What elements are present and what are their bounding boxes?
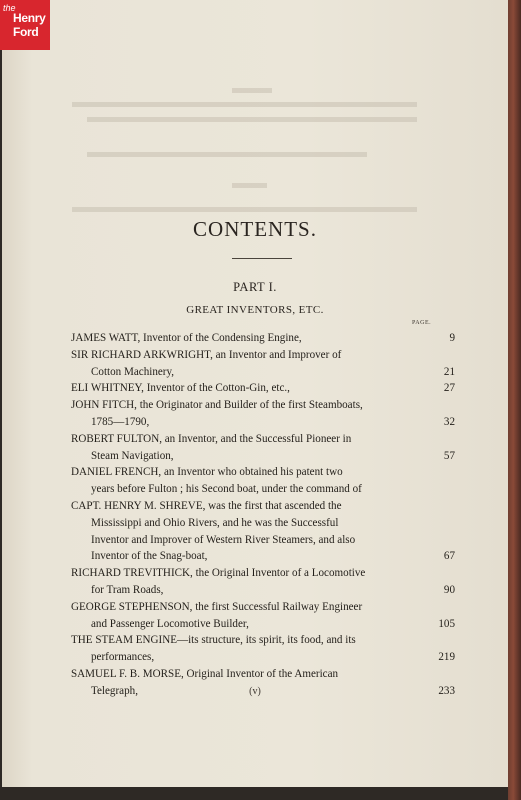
entry-heading-line: DANIEL FRENCH, an Inventor who obtained his patent two	[71, 466, 343, 479]
entry-page-number: 9	[449, 332, 455, 344]
contents-entry	[71, 380, 455, 397]
entry-continuation-line: Steam Navigation,	[91, 449, 174, 462]
page-number-footer: (v)	[249, 686, 261, 697]
entry-heading-line: ROBERT FULTON, an Inventor, and the Successful Pioneer in	[71, 432, 352, 445]
entry-heading-line: SIR RICHARD ARKWRIGHT, an Inventor and Improver of	[71, 348, 342, 361]
entry-heading-line: ELI WHITNEY, Inventor of the Cotton-Gin, etc.,	[71, 382, 290, 395]
contents-entry	[71, 565, 455, 599]
contents-entry	[71, 397, 455, 431]
entry-continuation-line: Mississippi and Ohio Rivers, and he was the Successful	[91, 516, 339, 529]
entry-continuation-line: Inventor and Improver of Western River Steamers, and also	[91, 533, 356, 546]
entry-page-number: 219	[438, 651, 455, 664]
contents-entry	[71, 632, 455, 666]
contents-entry	[71, 599, 455, 633]
entry-heading-line: SAMUEL F. B. MORSE, Original Inventor of the American	[71, 667, 339, 680]
entry-heading-line: GEORGE STEPHENSON, the first Successful Railway Engineer	[71, 600, 363, 613]
page-column-label: PAGE.	[412, 320, 432, 326]
bleed-through-mark	[72, 102, 417, 107]
contents-entry	[71, 330, 455, 347]
entry-heading-line: JAMES WATT, Inventor of the Condensing Engine,	[71, 332, 302, 344]
bleed-through-mark	[232, 183, 267, 188]
entry-page-number: 32	[443, 415, 455, 428]
entry-heading-line: JOHN FITCH, the Originator and Builder of the first Steamboats,	[71, 399, 363, 412]
title-rule	[232, 258, 292, 259]
entry-page-number: 90	[443, 583, 455, 596]
entry-continuation-line: Inventor of the Snag-boat,	[91, 550, 208, 563]
entry-continuation-line: for Tram Roads,	[91, 583, 164, 596]
bleed-through-mark	[232, 88, 272, 93]
book-spine	[508, 0, 521, 800]
entry-page-number: 27	[443, 382, 455, 395]
entry-page-number: 233	[438, 684, 455, 697]
bleed-through-mark	[87, 152, 367, 157]
entry-continuation-line: and Passenger Locomotive Builder,	[91, 617, 249, 630]
entry-heading-line: THE STEAM ENGINE—its structure, its spirit, its food, and its	[71, 634, 356, 647]
entry-continuation-line: Telegraph,	[91, 684, 138, 697]
entry-continuation-line: Cotton Machinery,	[91, 365, 175, 378]
bleed-through-mark	[87, 117, 417, 122]
henry-ford-logo: the Henry Ford	[0, 0, 50, 50]
entry-continuation-line: 1785—1790,	[91, 415, 150, 428]
part-heading: PART I.	[233, 280, 277, 294]
entry-page-number: 105	[438, 617, 455, 630]
book-page	[2, 0, 508, 787]
contents-entry	[71, 464, 413, 498]
contents-entry	[71, 498, 455, 565]
contents-entry	[71, 431, 455, 465]
entry-continuation-line: years before Fulton ; his Second boat, under the command of	[91, 483, 362, 496]
entry-page-number: 21	[443, 365, 455, 378]
contents-list	[71, 330, 455, 700]
contents-entry	[71, 347, 455, 381]
entry-heading-line: RICHARD TREVITHICK, the Original Inventor of a Locomotive	[71, 567, 366, 580]
entry-page-number: 57	[443, 449, 455, 462]
bleed-through-mark	[72, 207, 417, 212]
entry-continuation-line: performances,	[91, 651, 155, 664]
page-title: CONTENTS.	[193, 217, 317, 241]
section-heading: GREAT INVENTORS, ETC.	[186, 304, 324, 316]
entry-page-number: 67	[443, 550, 455, 563]
entry-heading-line: CAPT. HENRY M. SHREVE, was the first that ascended the	[71, 499, 342, 512]
